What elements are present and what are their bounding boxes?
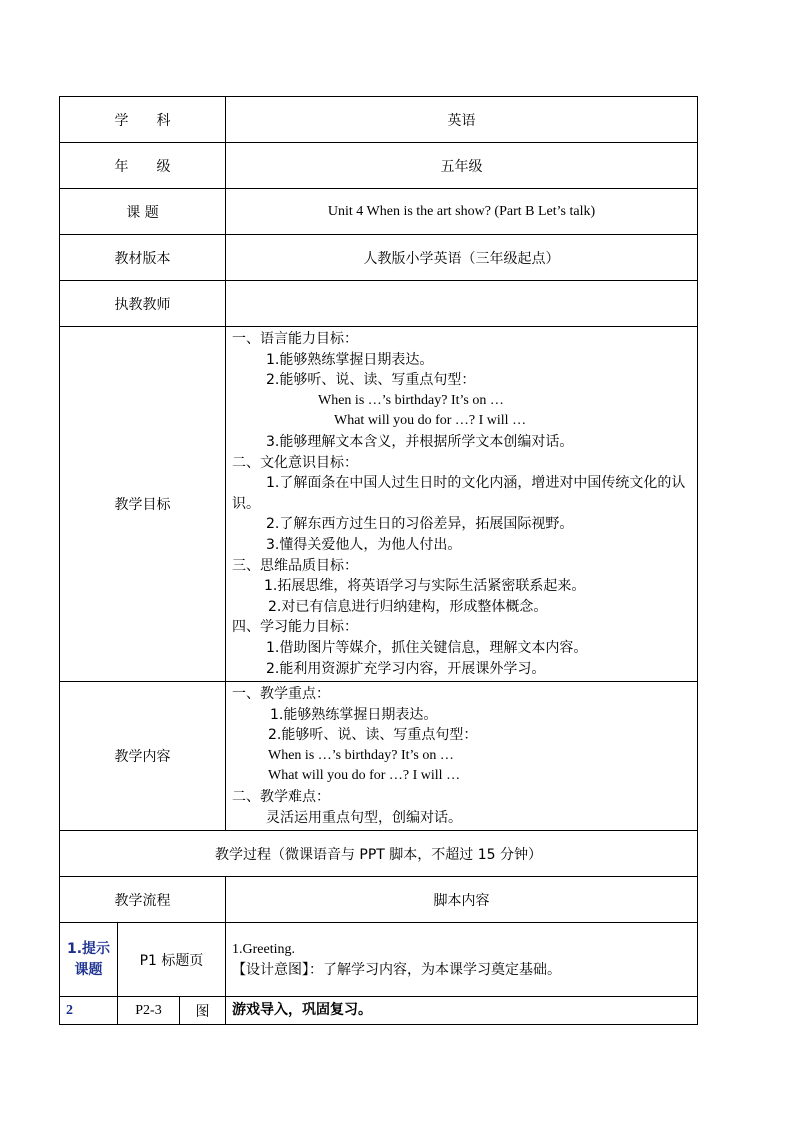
objective-line: 2.了解东西方过生日的习俗差异，拓展国际视野。 — [266, 516, 574, 533]
objective-line: 1.拓展思维，将英语学习与实际生活紧密联系起来。 — [264, 578, 586, 595]
subject-label: 学 科 — [60, 97, 226, 143]
objective-line: 2.能够听、说、读、写重点句型： — [266, 372, 476, 389]
script-line: 【设计意图】：了解学习内容，为本课学习奠定基础。 — [232, 961, 561, 978]
script-line: 1.Greeting. — [232, 941, 295, 957]
objective-line: When is …’s birthday? It’s on … — [318, 392, 504, 408]
grade-row — [60, 143, 698, 189]
objective-line: 二、文化意识目标： — [232, 454, 358, 471]
objective-line: 一、语言能力目标： — [232, 331, 358, 347]
objectives-label: 教学目标 — [60, 327, 226, 682]
topic-label: 课 题 — [60, 189, 226, 235]
objective-line: 1.借助图片等媒介，抓住关键信息，理解文本内容。 — [266, 639, 588, 656]
step-type: 图 — [180, 997, 226, 1025]
teacher-value — [226, 281, 698, 327]
grade-label: 年 级 — [60, 143, 226, 189]
objective-line: 1.能够熟练掌握日期表达。 — [266, 351, 434, 368]
topic-value: Unit 4 When is the art show? (Part B Let’s talk) — [226, 189, 698, 235]
script-line: 游戏导入，巩固复习。 — [232, 1002, 372, 1019]
subject-value: 英语 — [226, 97, 698, 143]
flow-header-left: 教学流程 — [60, 877, 226, 923]
content-line: 一、教学重点： — [232, 686, 330, 703]
content-label: 教学内容 — [60, 682, 226, 831]
step-script — [226, 923, 698, 997]
subject-row — [60, 97, 698, 143]
objective-line: 三、思维品质目标： — [232, 557, 358, 574]
content-line: 二、教学难点： — [232, 789, 330, 806]
objective-line: 四、学习能力目标： — [232, 619, 358, 636]
step-page: P2-3 — [118, 997, 180, 1025]
flow-header-right: 脚本内容 — [226, 877, 698, 923]
content-row — [60, 682, 698, 831]
objective-line: 3.能够理解文本含义，并根据所学文本创编对话。 — [266, 433, 574, 450]
objective-line: 3.懂得关爱他人，为他人付出。 — [266, 536, 462, 553]
step-script — [226, 997, 698, 1025]
edition-value: 人教版小学英语（三年级起点） — [226, 235, 698, 281]
teacher-row — [60, 281, 698, 327]
lesson-plan-table — [59, 96, 698, 1025]
topic-row — [60, 189, 698, 235]
content-line: 1.能够熟练掌握日期表达。 — [270, 706, 438, 723]
objectives-content — [226, 327, 698, 682]
step-number: 1.提示课题 — [60, 923, 118, 997]
objective-line: What will you do for …? I will … — [334, 413, 527, 429]
objective-line: 2.能利用资源扩充学习内容，开展课外学习。 — [266, 660, 546, 677]
process-header-row — [60, 831, 698, 877]
content-line: 2.能够听、说、读、写重点句型： — [268, 727, 478, 744]
objectives-row — [60, 327, 698, 682]
content-line: When is …’s birthday? It’s on … — [268, 747, 454, 763]
objective-line: 2.对已有信息进行归纳建构，形成整体概念。 — [268, 598, 548, 615]
step-page: P1 标题页 — [118, 923, 226, 997]
edition-label: 教材版本 — [60, 235, 226, 281]
edition-row — [60, 235, 698, 281]
step-row — [60, 997, 698, 1025]
content-line: What will you do for …? I will … — [268, 768, 461, 784]
step-row — [60, 923, 698, 997]
flow-header-row — [60, 877, 698, 923]
content-line: 灵活运用重点句型，创编对话。 — [266, 809, 462, 826]
process-header: 教学过程（微课语音与 PPT 脚本，不超过 15 分钟） — [60, 831, 698, 877]
step-number: 2 — [60, 997, 118, 1025]
content-lines — [226, 682, 698, 831]
grade-value: 五年级 — [226, 143, 698, 189]
objective-line: 1.了解面条在中国人过生日时的文化内涵，增进对中国传统文化的认识。 — [232, 475, 686, 512]
teacher-label: 执教教师 — [60, 281, 226, 327]
